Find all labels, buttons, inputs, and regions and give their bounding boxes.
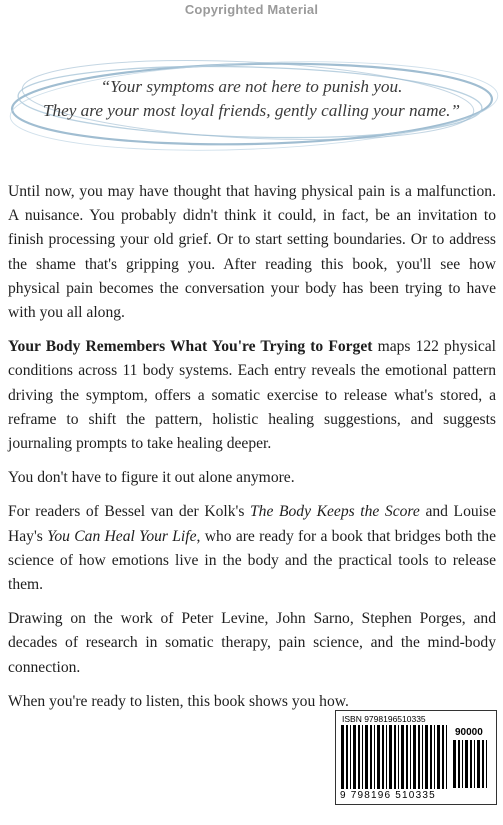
readers-text-a: For readers of Bessel van der Kolk's — [8, 503, 250, 521]
copyright-watermark-top: Copyrighted Material — [184, 2, 319, 17]
barcode-bar — [377, 725, 380, 789]
pull-quote — [0, 46, 503, 156]
barcode-bar — [446, 725, 447, 789]
barcode-bar — [341, 725, 344, 789]
barcode-bar — [386, 725, 387, 789]
paragraph-closing: When you're ready to listen, this book shows you how. — [8, 692, 349, 710]
barcode-bar — [465, 740, 468, 788]
barcode-bar — [382, 725, 384, 789]
barcode-bar — [486, 740, 487, 788]
ean-digits: 9 798196 510335 — [340, 790, 436, 801]
barcode-bar — [437, 725, 440, 789]
barcode-bar — [425, 725, 428, 789]
quote-line-2: They are your most loyal friends, gently calling your name.” — [42, 101, 461, 120]
paragraph-intro: Until now, you may have thought that having physical pain is a malfunction. A nuisance. You probably didn't think it could, in fact, be an invitation to finish processing your old grief. Or to start setting boundaries. Or to address the shame that's gripping you. After reading this book, you'll see how physical pain becomes the conversation your body has been trying to have with you all along. — [8, 183, 496, 322]
barcode-bar — [410, 725, 411, 789]
barcode-bar — [362, 725, 363, 789]
paragraph-research: Drawing on the work of Peter Levine, John Sarno, Stephen Porges, and decades of research in somatic therapy, pain science, and the mind-body connection. — [8, 610, 496, 676]
barcode-bar — [458, 740, 460, 788]
barcode-bar — [413, 725, 416, 789]
book-title: Your Body Remembers What You're Trying to Forget — [8, 338, 373, 356]
paragraph-overview — [8, 335, 496, 456]
barcode-bar — [374, 725, 375, 789]
book-reference-2: You Can Heal Your Life — [47, 527, 197, 545]
addon-barcode-bars — [453, 740, 489, 790]
ean-barcode-bars — [341, 725, 449, 791]
barcode-bar — [430, 725, 432, 789]
paragraph-alone: You don't have to figure it out alone anymore. — [8, 469, 295, 487]
barcode-bar — [434, 725, 435, 789]
barcode-bar — [442, 725, 444, 789]
paragraph-readers — [8, 500, 496, 597]
barcode-bar — [401, 725, 404, 789]
barcode-bar — [462, 740, 463, 788]
barcode-bar — [350, 725, 351, 789]
barcode-bar — [398, 725, 399, 789]
book-description — [8, 180, 496, 724]
barcode-bar — [365, 725, 368, 789]
overview-text: maps 122 physical conditions across 11 body systems. Each entry reveals the emotional pattern driving the symptom, offers a somatic exercise to release what's stored, a reframe to shift the pattern, holistic healing suggestions, and suggests journaling prompts to take healing deeper. — [8, 338, 497, 453]
barcode-bar — [370, 725, 372, 789]
barcode-bar — [346, 725, 348, 789]
book-reference-1: The Body Keeps the Score — [249, 503, 420, 521]
barcode-bar — [406, 725, 408, 789]
barcode-bar — [422, 725, 423, 789]
readers-text-b: and Louise Hay's — [8, 503, 496, 545]
quote-line-1: “Your symptoms are not here to punish you. — [100, 77, 403, 96]
barcode-bar — [389, 725, 392, 789]
readers-text-c: , who are ready for a book that bridges both the science of how emotions live in the body and the practical tools to release them. — [8, 527, 496, 594]
barcode-bar — [358, 725, 360, 789]
barcode-bar — [453, 740, 456, 788]
barcode-bar — [470, 740, 472, 788]
isbn-label: ISBN 9798196510335 — [342, 714, 426, 724]
barcode-bar — [418, 725, 420, 789]
barcode-bar — [474, 740, 475, 788]
barcode-bar — [482, 740, 484, 788]
price-code: 90000 — [455, 727, 483, 738]
barcode-bar — [353, 725, 356, 789]
barcode-bar — [477, 740, 480, 788]
isbn-barcode — [335, 710, 497, 805]
barcode-bar — [394, 725, 396, 789]
